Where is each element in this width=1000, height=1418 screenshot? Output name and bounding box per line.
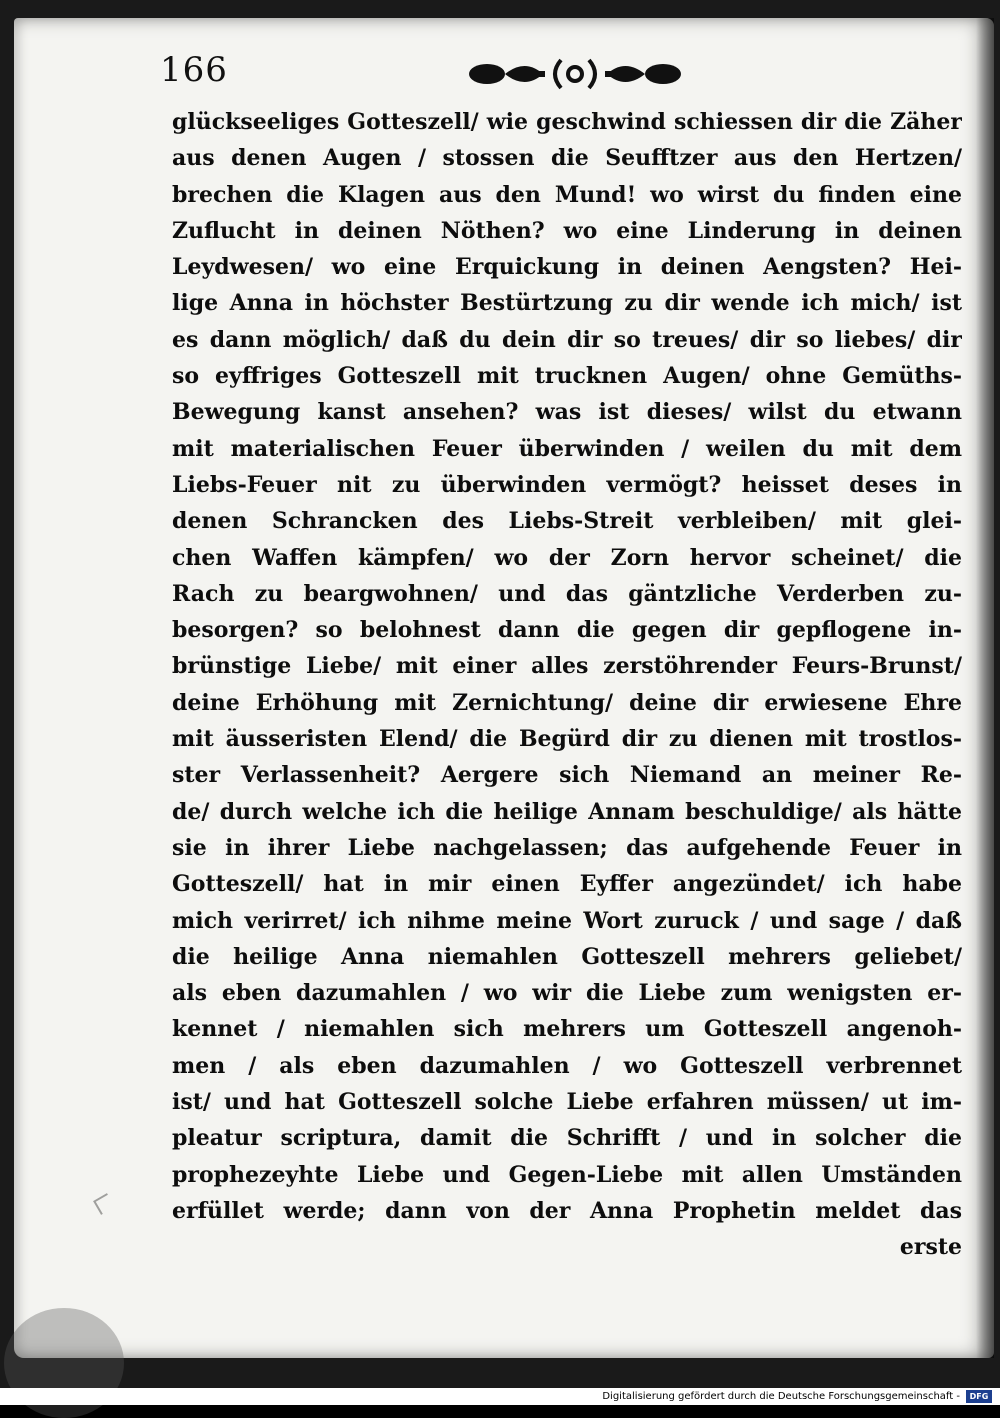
- text-line: erfüllet werde; dann von der Anna Prophetin meldet das: [172, 1197, 962, 1224]
- text-line: Rach zu beargwohnen/ und das gäntzliche Verderben zu-: [172, 580, 962, 607]
- text-line: Zuflucht in deinen Nöthen? wo eine Linderung in deinen: [172, 217, 962, 244]
- body-text: [172, 104, 962, 1266]
- footer-bar: [0, 1388, 1000, 1405]
- text-line: deine Erhöhung mit Zernichtung/ deine dir erwiesene Ehre: [172, 689, 962, 716]
- text-line: sie in ihrer Liebe nachgelassen; das aufgehende Feuer in: [172, 834, 962, 861]
- text-line: mich verirret/ ich nihme meine Wort zuruck / und sage / daß: [172, 907, 962, 934]
- text-line: besorgen? so belohnest dann die gegen dir gepflogene in-: [172, 617, 962, 644]
- text-line: ster Verlassenheit? Aergere sich Niemand an meiner Re-: [172, 762, 962, 789]
- header-ornament: [465, 54, 685, 94]
- text-line: Liebs-Feuer nit zu überwinden vermögt? heisset deses in: [172, 471, 962, 498]
- text-line: glückseeliges Gotteszell/ wie geschwind schiessen dir die Zäher: [172, 109, 962, 135]
- text-line: mit äusseristen Elend/ die Begürd dir zu dienen mit trostlos-: [172, 726, 962, 753]
- text-line: lige Anna in höchster Bestürtzung zu dir wende ich mich/ ist: [172, 290, 962, 317]
- text-line: brünstige Liebe/ mit einer alles zerstöhrender Feurs-Brunst/: [172, 653, 962, 680]
- text-line: kennet / niemahlen sich mehrers um Gotteszell angenoh-: [172, 1016, 962, 1043]
- text-line: ist/ und hat Gotteszell solche Liebe erfahren müssen/ ut im-: [172, 1089, 962, 1116]
- text-line: erste: [899, 1234, 962, 1261]
- text-line: Leydwesen/ wo eine Erquickung in deinen Aengsten? Hei-: [172, 254, 962, 281]
- dfg-logo: DFG: [966, 1390, 992, 1403]
- text-line: so eyffriges Gotteszell mit trucknen Augen/ ohne Gemüths-: [172, 363, 962, 390]
- text-line: es dann möglich/ daß du dein dir so treues/ dir so liebes/ dir: [172, 326, 962, 353]
- text-line: chen Waffen kämpfen/ wo der Zorn hervor scheinet/ die: [172, 544, 962, 571]
- text-line: denen Schrancken des Liebs-Streit verbleiben/ mit glei-: [172, 508, 962, 535]
- text-line: die heilige Anna niemahlen Gotteszell mehrers geliebet/: [172, 943, 962, 970]
- digitization-credit: Digitalisierung gefördert durch die Deutsche Forschungsgemeinschaft -: [602, 1391, 960, 1402]
- text-line: Gotteszell/ hat in mir einen Eyffer angezündet/ ich habe: [172, 871, 962, 898]
- text-line: aus denen Augen / stossen die Seufftzer aus den Hertzen/: [172, 145, 962, 172]
- text-line: mit materialischen Feuer überwinden / weilen du mit dem: [172, 435, 962, 462]
- text-line: de/ durch welche ich die heilige Annam beschuldige/ als hätte: [172, 798, 962, 825]
- text-line: Bewegung kanst ansehen? was ist dieses/ wilst du etwann: [172, 399, 962, 426]
- text-line: men / als eben dazumahlen / wo Gotteszell verbrennet: [172, 1052, 962, 1079]
- page-number: 166: [160, 50, 228, 90]
- page-header: [160, 50, 960, 100]
- text-line: brechen die Klagen aus den Mund! wo wirst du finden eine: [172, 181, 962, 208]
- text-line: pleatur scriptura, damit die Schrifft / und in solcher die: [172, 1125, 962, 1152]
- text-line: prophezeyhte Liebe und Gegen-Liebe mit allen Umständen: [172, 1161, 962, 1188]
- text-line: als eben dazumahlen / wo wir die Liebe zum wenigsten er-: [172, 980, 962, 1007]
